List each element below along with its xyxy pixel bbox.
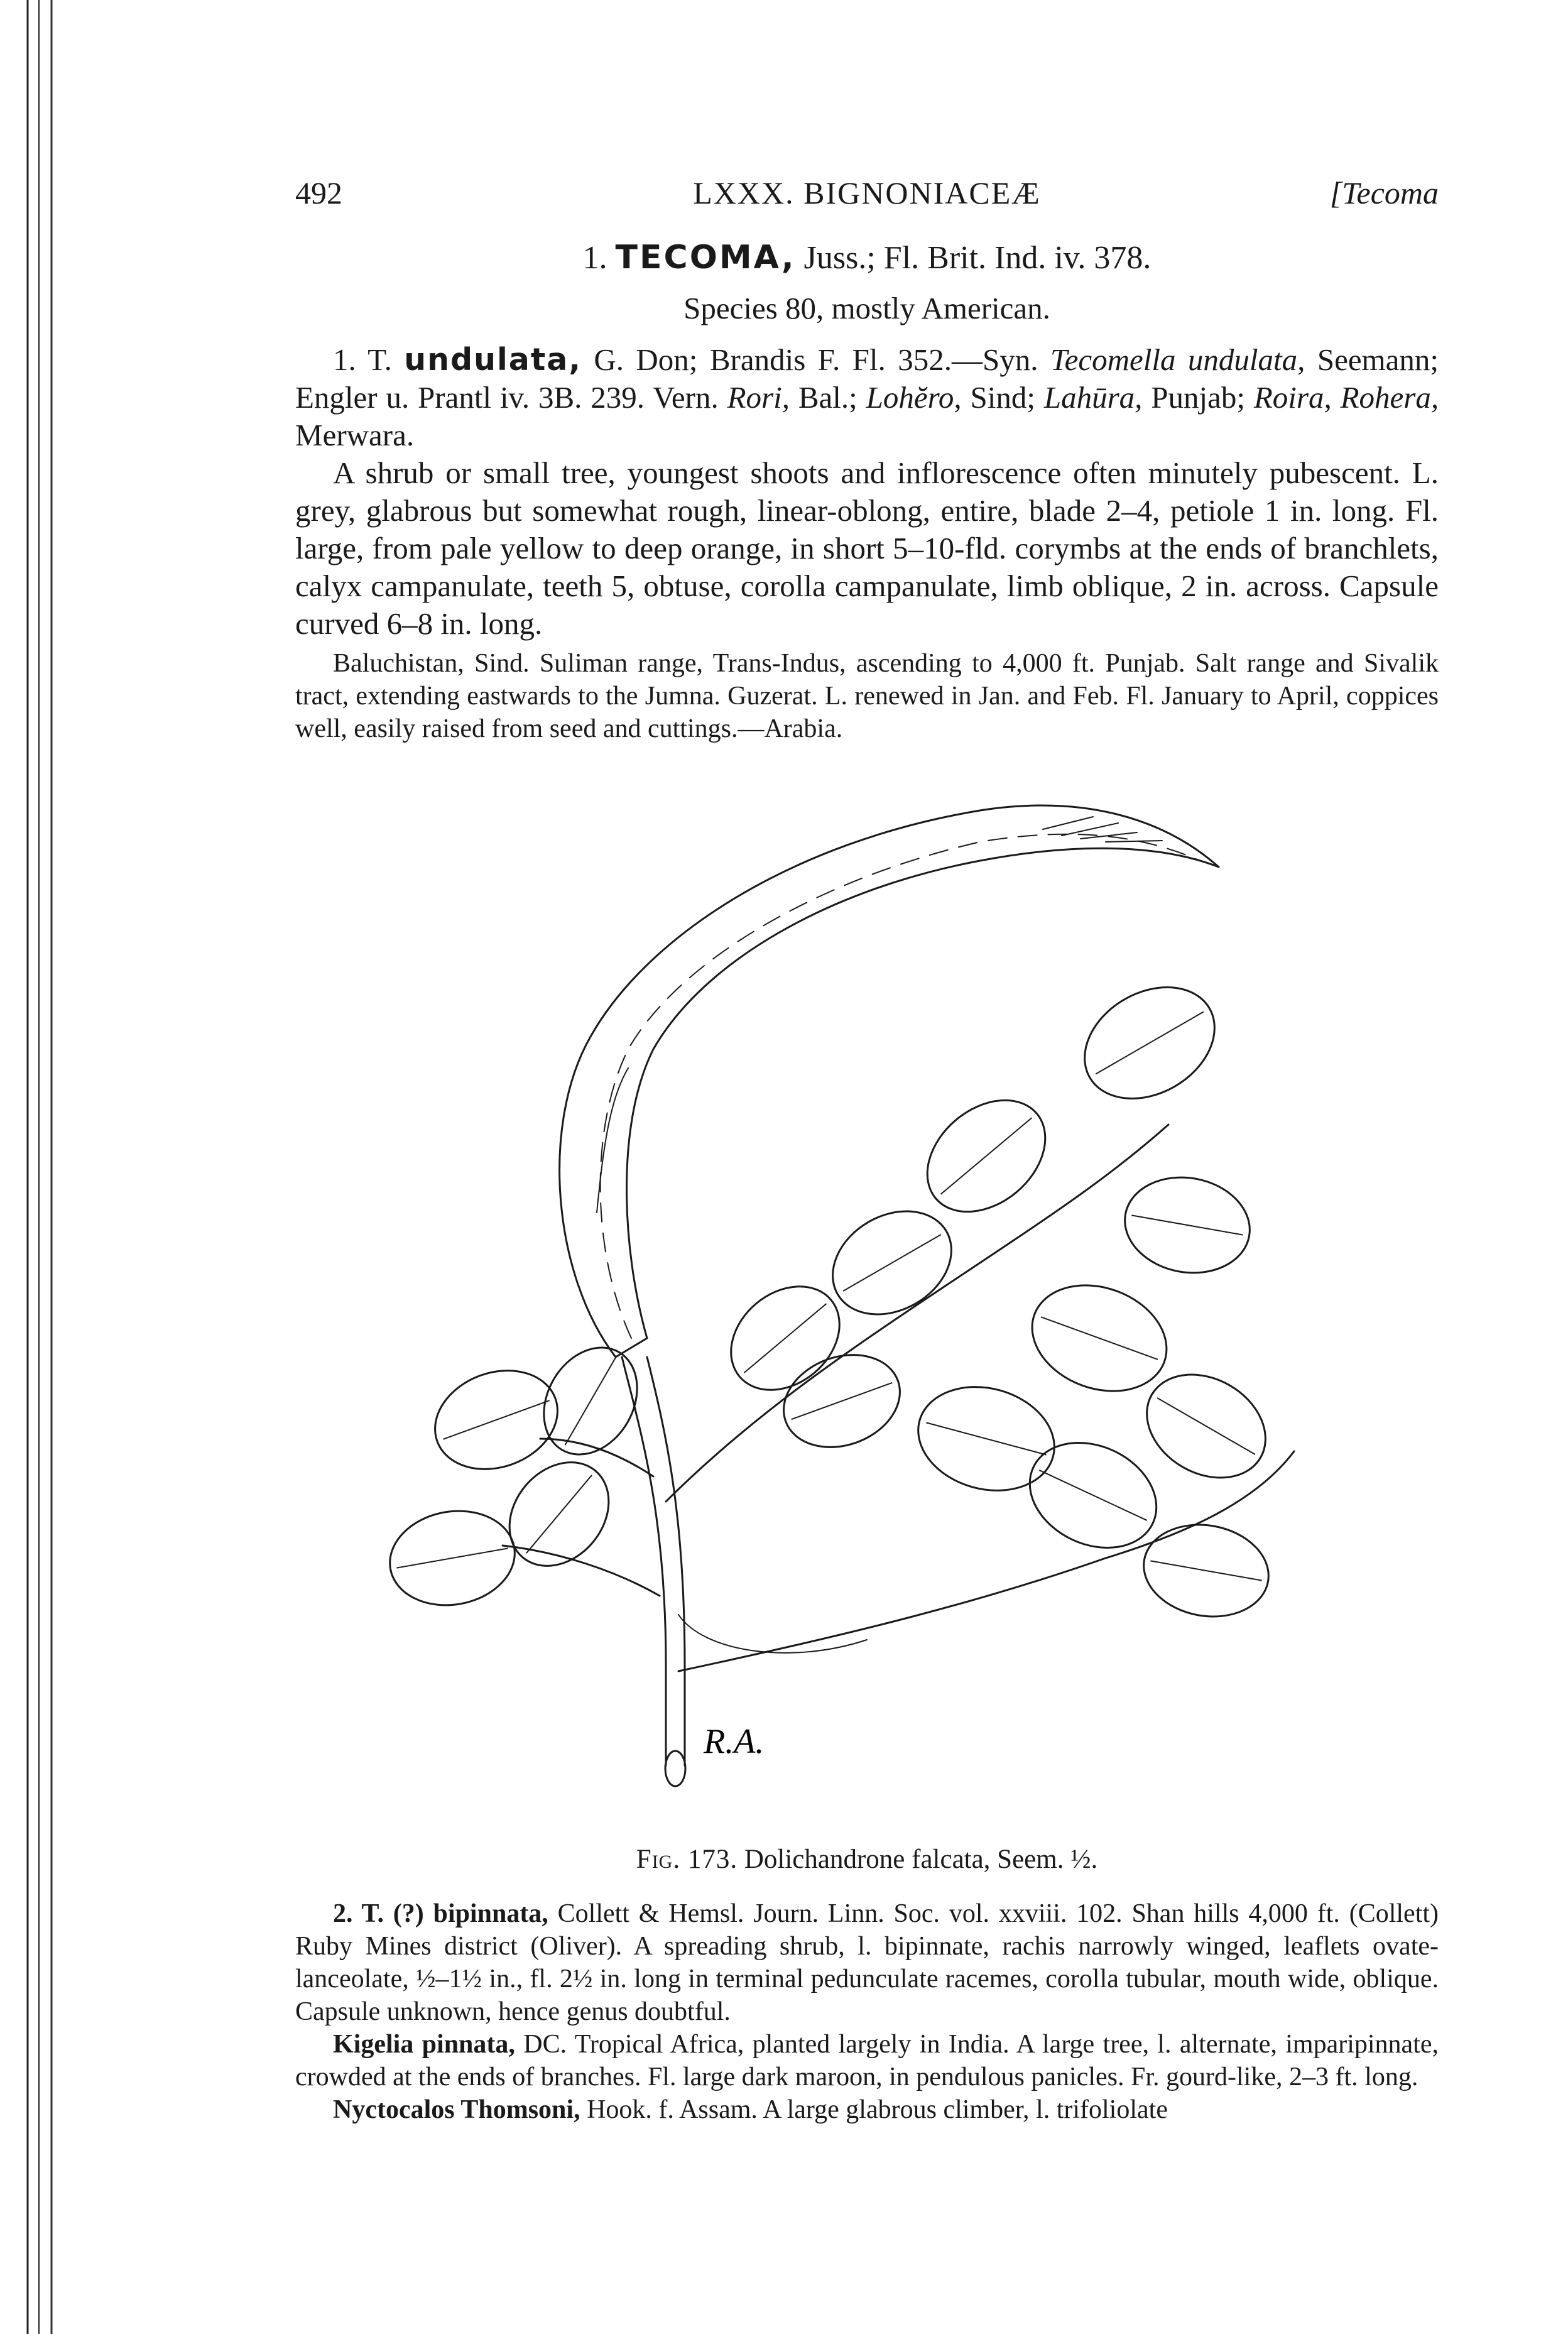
vernacular-place: Bal.;	[798, 380, 858, 415]
vernacular-name: Lahūra,	[1043, 380, 1143, 415]
kigelia-name: Kigelia pinnata,	[333, 2030, 515, 2059]
figure-caption	[295, 1844, 1439, 1875]
vernacular-name: Rori,	[727, 380, 790, 415]
artist-initials: R.A.	[704, 1722, 765, 1761]
page-number: 492	[295, 175, 342, 210]
leaflet-midrib	[1096, 1012, 1203, 1074]
genus-number: 1.	[582, 240, 607, 276]
leaflet-midrib	[526, 1475, 592, 1553]
distribution-text: Baluchistan, Sind. Suliman range, Trans-Indus, ascending to 4,000 ft. Punjab. Salt range and Sivalik tract, extending eastwards to the Jumna. Guzerat. L. renewed in Jan. and Feb. Fl. January to April, coppices well, easily raised from seed and cuttings.—Arabia.	[295, 649, 1439, 743]
species-1-refs: G. Don; Brandis F. Fl. 352.—Syn.	[594, 342, 1038, 377]
species-2-entry	[295, 1897, 1439, 2028]
figure-label: Fig. 173.	[636, 1845, 738, 1874]
species-1-entry	[295, 341, 1439, 643]
binding-rules	[23, 0, 60, 2334]
species-2-text: Collett & Hemsl. Journ. Linn. Soc. vol. xxviii. 102. Shan hills 4,000 ft. (Collett) Ruby Mines district (Oliver). A spreading shrub, l. bipinnate, rachis narrowly winged, leaflets ovate-lanceolate, ½–1½ in., fl. 2½ in. long in terminal pedunculate racemes, corolla tubular, mouth wide, oblique. Capsule unknown, hence genus doubtful.	[295, 1899, 1439, 2026]
leaflet-midrib	[396, 1548, 508, 1568]
species-1-synonym: Tecomella undulata,	[1050, 342, 1305, 377]
species-1-header	[295, 341, 1439, 454]
leaflet-midrib	[1041, 1317, 1158, 1360]
genus-name: TECOMA,	[615, 239, 796, 276]
genus-marker: [Tecoma	[1329, 175, 1439, 210]
leaflet-midrib	[941, 1118, 1032, 1194]
lower-entries	[295, 1897, 1439, 2126]
leaflet-midrib	[843, 1235, 941, 1291]
species-1-epithet: undulata,	[404, 342, 582, 378]
leaflet-midrib	[792, 1383, 893, 1419]
main-stem	[622, 1357, 666, 1765]
leaflet-midrib	[565, 1357, 616, 1445]
vernacular-place: Punjab;	[1151, 380, 1246, 415]
leaflet-midrib	[744, 1304, 827, 1373]
botanical-illustration	[352, 773, 1457, 1841]
branch-lower-right	[678, 1451, 1294, 1671]
leaflet-midrib	[1131, 1215, 1243, 1235]
leaflet-midrib	[1039, 1470, 1146, 1520]
species-1-synonym-refs: Seemann; Engler u. Prantl iv. 3B. 239. Vern.	[295, 342, 1439, 415]
vernacular-name: Roira,	[1253, 380, 1332, 415]
species-1-description: A shrub or small tree, youngest shoots and inflorescence often minutely pubescent. L. grey, glabrous but somewhat rough, linear-oblong, entire, blade 2–4, petiole 1 in. long. Fl. large, from pale yellow to deep orange, in short 5–10-fld. corymbs at the ends of branchlets, calyx campanulate, teeth 5, obtuse, corolla campanulate, limb oblique, 2 in. across. Capsule curved 6–8 in. long.	[295, 455, 1439, 641]
kigelia-text: DC. Tropical Africa, planted largely in India. A large tree, l. alternate, imparipinnate, crowded at the ends of branches. Fl. large dark maroon, in pendulous panicles. Fr. gourd-like, 2–3 ft. long.	[295, 2030, 1439, 2091]
kigelia-entry	[295, 2028, 1439, 2093]
vernacular-place: Sind;	[970, 380, 1035, 415]
leaflet-midrib	[926, 1422, 1046, 1454]
nyctocalos-name: Nyctocalos Thomsoni,	[333, 2095, 580, 2124]
species-1-distribution	[295, 647, 1439, 745]
nyctocalos-entry	[295, 2093, 1439, 2126]
leaflet-midrib	[1150, 1561, 1261, 1580]
vernacular-place: Merwara.	[295, 418, 415, 452]
stem-cut	[665, 1751, 685, 1786]
pod-outline	[560, 805, 1219, 1357]
figure-title: Dolichandrone falcata, Seem.	[744, 1845, 1064, 1874]
species-1-number: 1. T.	[333, 342, 392, 377]
species-2-name: 2. T. (?) bipinnata,	[333, 1899, 548, 1928]
genus-authority: Juss.; Fl. Brit. Ind. iv. 378.	[803, 240, 1152, 276]
species-note: Species 80, mostly American.	[683, 291, 1050, 325]
pod-midline	[601, 834, 1200, 1338]
running-title: LXXX. BIGNONIACEÆ	[693, 175, 1041, 210]
vernacular-name: Rohera,	[1340, 380, 1439, 415]
figure-scale: ½.	[1070, 1845, 1098, 1874]
running-header	[295, 175, 1439, 212]
leaflet-midrib	[1157, 1398, 1255, 1454]
genus-heading	[295, 239, 1439, 276]
leaflet-midrib	[443, 1400, 549, 1439]
nyctocalos-text: Hook. f. Assam. A large glabrous climber, l. trifoliolate	[587, 2095, 1168, 2124]
vernacular-name: Lohĕro,	[866, 380, 962, 415]
